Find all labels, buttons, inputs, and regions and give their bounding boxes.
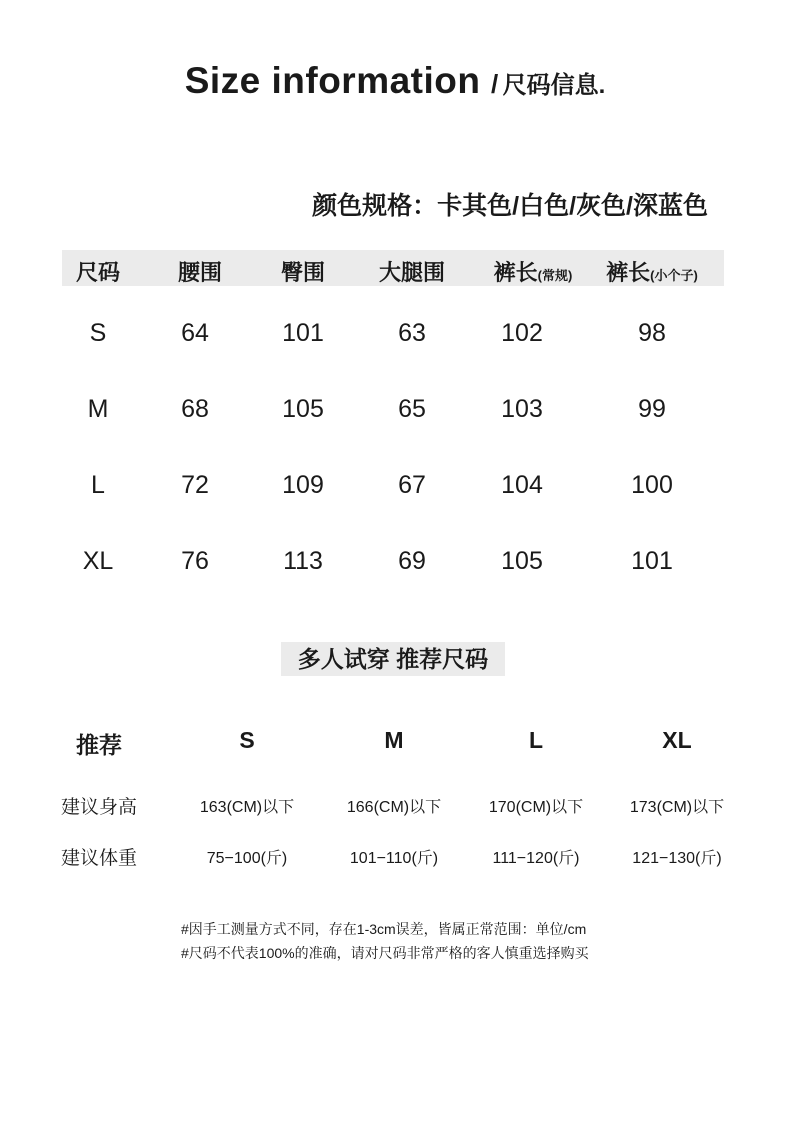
recommend-value: 163(CM)以下 xyxy=(199,799,295,816)
size-cell: 64 xyxy=(181,319,209,347)
recommend-row-label: 建议体重 xyxy=(60,848,138,869)
page-title xyxy=(0,60,790,102)
notes xyxy=(181,917,589,965)
note-line: #因手工测量方式不同，存在1-3cm误差，皆属正常范围：单位/cm xyxy=(181,921,587,937)
size-cell: 105 xyxy=(282,395,324,423)
size-header-main: 裤长 xyxy=(493,260,538,285)
size-header-length-petite xyxy=(606,256,698,287)
size-cell: 68 xyxy=(181,395,209,423)
size-header-main: 裤长 xyxy=(606,260,651,285)
size-header-length-regular xyxy=(494,256,573,287)
size-cell: 98 xyxy=(638,319,666,347)
size-header-waist xyxy=(178,256,222,287)
size-header-main: 腰围 xyxy=(177,260,223,285)
size-header-main: 大腿围 xyxy=(378,260,446,285)
size-cell: 109 xyxy=(282,471,324,499)
size-header-main: 臀围 xyxy=(280,260,326,285)
size-cell: 102 xyxy=(501,319,543,347)
recommend-value: 101−110(斤) xyxy=(349,850,439,867)
size-header-sub: (小个子) xyxy=(650,268,698,283)
size-header-size xyxy=(76,256,120,287)
note-line: #尺码不代表100%的准确，请对尺码非常严格的客人慎重选择购买 xyxy=(181,945,589,961)
title-chinese: 尺码信息. xyxy=(502,72,606,99)
recommend-row-label: 建议身高 xyxy=(60,797,138,818)
size-cell: 76 xyxy=(181,547,209,575)
size-cell: M xyxy=(87,395,109,423)
size-cell: 67 xyxy=(398,471,426,499)
size-cell: 113 xyxy=(283,547,323,575)
size-cell: 100 xyxy=(631,471,673,499)
size-header-main: 尺码 xyxy=(75,260,121,285)
title-english: Size information xyxy=(184,60,481,101)
size-header-thigh xyxy=(379,256,445,287)
recommend-value: 166(CM)以下 xyxy=(346,799,442,816)
recommendation-title: 多人试穿 推荐尺码 xyxy=(281,642,505,676)
size-cell: S xyxy=(89,319,107,347)
size-header-hip xyxy=(281,256,325,287)
color-spec: 颜色规格：卡其色/白色/灰色/深蓝色 xyxy=(312,192,708,220)
size-cell: 69 xyxy=(398,547,426,575)
size-cell: 104 xyxy=(501,471,543,499)
recommend-value: 170(CM)以下 xyxy=(488,799,584,816)
recommend-value: 111−120(斤) xyxy=(492,850,580,867)
size-cell: 103 xyxy=(501,395,543,423)
size-cell: 105 xyxy=(501,547,543,575)
recommend-value: 75−100(斤) xyxy=(206,850,288,867)
size-cell: 72 xyxy=(181,471,209,499)
size-cell: 65 xyxy=(398,395,426,423)
size-cell: L xyxy=(91,471,105,499)
recommend-value: 173(CM)以下 xyxy=(629,799,725,816)
title-separator: / xyxy=(490,69,499,99)
size-cell: 101 xyxy=(631,547,673,575)
size-header-sub: (常规) xyxy=(537,268,573,283)
size-cell: 63 xyxy=(398,319,426,347)
recommend-header-l: L xyxy=(528,727,544,753)
recommend-header-xl: XL xyxy=(662,727,692,753)
size-cell: XL xyxy=(82,547,114,575)
recommend-value: 121−130(斤) xyxy=(632,850,722,867)
recommend-header-s: S xyxy=(239,727,255,753)
size-cell: 99 xyxy=(638,395,666,423)
recommend-header-m: M xyxy=(384,727,404,753)
size-cell: 101 xyxy=(282,319,324,347)
recommend-header-label: 推荐 xyxy=(76,732,122,758)
